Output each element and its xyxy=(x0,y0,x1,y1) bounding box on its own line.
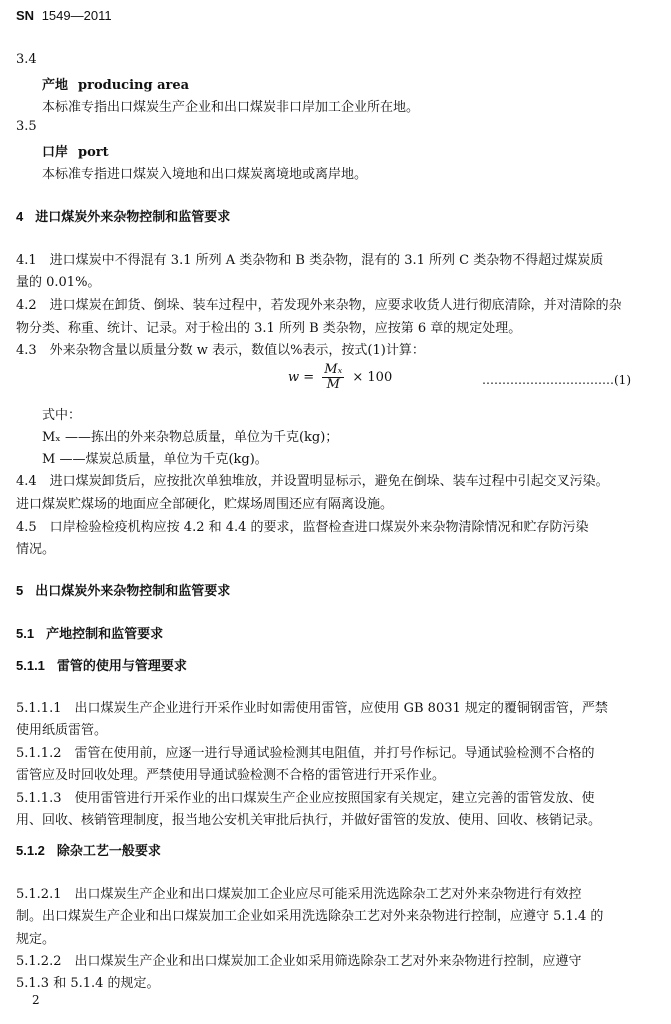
section-title: 出口煤炭外来杂物控制和监管要求 xyxy=(35,583,231,598)
standard-prefix: SN xyxy=(16,8,35,23)
term-definition: 本标准专指进口煤炭入境地和出口煤炭离境地或离岸地。 xyxy=(42,167,368,182)
formula-numerator: Mₓ xyxy=(324,362,343,377)
page-header xyxy=(16,8,112,23)
section-title: 雷管的使用与管理要求 xyxy=(56,658,187,673)
paragraph-5-1-2-1-line: 规定。 xyxy=(16,932,56,947)
clause-number-3-5: 3.5 xyxy=(16,119,37,134)
term-3-5 xyxy=(42,141,109,160)
paragraph-4-4-line: 进口煤炭贮煤场的地面应全部硬化，贮煤场周围还应有隔离设施。 xyxy=(16,497,394,512)
standard-code: 1549—2011 xyxy=(41,8,112,23)
section-title: 进口煤炭外来杂物控制和监管要求 xyxy=(35,209,231,224)
term-cn: 产地 xyxy=(42,77,69,92)
formula-rhs: × 100 xyxy=(352,370,393,385)
paragraph-5-1-1-2-line: 雷管应及时回收处理。严禁使用导通试验检测不合格的雷管进行开采作业。 xyxy=(16,768,446,783)
formula-denominator: M xyxy=(326,377,340,392)
paragraph-4-2-line: 4.2 进口煤炭在卸货、倒垛、装车过程中，若发现外来杂物，应要求收货人进行彻底清除，并对清除的杂 xyxy=(16,298,622,313)
paragraph-5-1-2-2-line: 5.1.3 和 5.1.4 的规定。 xyxy=(16,976,160,991)
section-number: 5.1 xyxy=(16,626,35,641)
section-number: 5 xyxy=(16,583,24,598)
clause-number-3-4: 3.4 xyxy=(16,52,37,67)
where-label: 式中： xyxy=(42,408,82,423)
paragraph-4-5-line: 情况。 xyxy=(16,542,56,557)
paragraph-5-1-1-3-line: 用、回收、核销管理制度，报当地公安机关审批后执行，并做好雷管的发放、使用、回收、核销记录。 xyxy=(16,813,602,828)
term-en: producing area xyxy=(78,78,190,93)
section-5-heading xyxy=(16,580,656,599)
paragraph-5-1-1-3-line: 5.1.1.3 使用雷管进行开采作业的出口煤炭生产企业应按照国家有关规定，建立完善的雷管发放、使 xyxy=(16,791,595,806)
section-4-heading xyxy=(16,206,656,225)
paragraph-5-1-2-1-line: 5.1.2.1 出口煤炭生产企业和出口煤炭加工企业应尽可能采用洗选除杂工艺对外来杂物进行有效控 xyxy=(16,887,582,902)
paragraph-4-5-line: 4.5 口岸检验检疫机构应按 4.2 和 4.4 的要求，监督检查进口煤炭外来杂物清除情况和贮存防污染 xyxy=(16,520,589,535)
term-3-4 xyxy=(42,74,189,93)
term-cn: 口岸 xyxy=(42,144,69,159)
section-number: 5.1.1 xyxy=(16,658,45,673)
section-number: 5.1.2 xyxy=(16,843,45,858)
paragraph-4-3-line: 4.3 外来杂物含量以质量分数 w 表示，数值以%表示，按式(1)计算： xyxy=(16,343,425,358)
paragraph-5-1-1-2-line: 5.1.1.2 雷管在使用前，应逐一进行导通试验检测其电阻值，并打号作标记。导通试验检测不合格的 xyxy=(16,746,595,761)
formula-fraction xyxy=(322,363,344,392)
paragraph-5-1-2-1-line: 制。出口煤炭生产企业和出口煤炭加工企业如采用洗选除杂工艺对外来杂物进行控制，应遵守 5.1.4 的 xyxy=(16,909,604,924)
equation-number: ……………………………(1) xyxy=(482,373,631,387)
paragraph-4-1-line: 4.1 进口煤炭中不得混有 3.1 所列 A 类杂物和 B 类杂物，混有的 3.1 所列 C 类杂物不得超过煤炭质 xyxy=(16,253,604,268)
formula-lhs: w = xyxy=(288,370,315,385)
paragraph-5-1-1-1-line: 使用纸质雷管。 xyxy=(16,723,108,738)
section-5-1-heading xyxy=(16,623,656,642)
paragraph-5-1-1-1-line: 5.1.1.1 出口煤炭生产企业进行开采作业时如需使用雷管，应使用 GB 8031 规定的覆铜钢雷管，严禁 xyxy=(16,701,608,716)
paragraph-4-2-line: 物分类、称重、统计、记录。对于检出的 3.1 所列 B 类杂物，应按第 6 章的规定处理。 xyxy=(16,321,522,336)
variable-m-definition: M ——煤炭总质量，单位为千克(kg)。 xyxy=(42,452,268,467)
term-en: port xyxy=(78,145,109,160)
section-5-1-1-heading xyxy=(16,655,656,674)
paragraph-5-1-2-2-line: 5.1.2.2 出口煤炭生产企业和出口煤炭加工企业如采用筛选除杂工艺对外来杂物进行控制，应遵守 xyxy=(16,954,582,969)
section-number: 4 xyxy=(16,209,24,224)
page-number: 2 xyxy=(32,993,40,1007)
term-definition: 本标准专指出口煤炭生产企业和出口煤炭非口岸加工企业所在地。 xyxy=(42,100,420,115)
paragraph-4-4-line: 4.4 进口煤炭卸货后，应按批次单独堆放，并设置明显标示，避免在倒垛、装车过程中引起交叉污染。 xyxy=(16,474,609,489)
section-5-1-2-heading xyxy=(16,840,656,859)
variable-mx-definition: Mₓ ——拣出的外来杂物总质量，单位为千克(kg)； xyxy=(42,430,339,445)
section-title: 产地控制和监管要求 xyxy=(46,626,164,641)
paragraph-4-1-line: 量的 0.01%。 xyxy=(16,275,101,290)
section-title: 除杂工艺一般要求 xyxy=(56,843,161,858)
formula-1 xyxy=(288,363,392,392)
